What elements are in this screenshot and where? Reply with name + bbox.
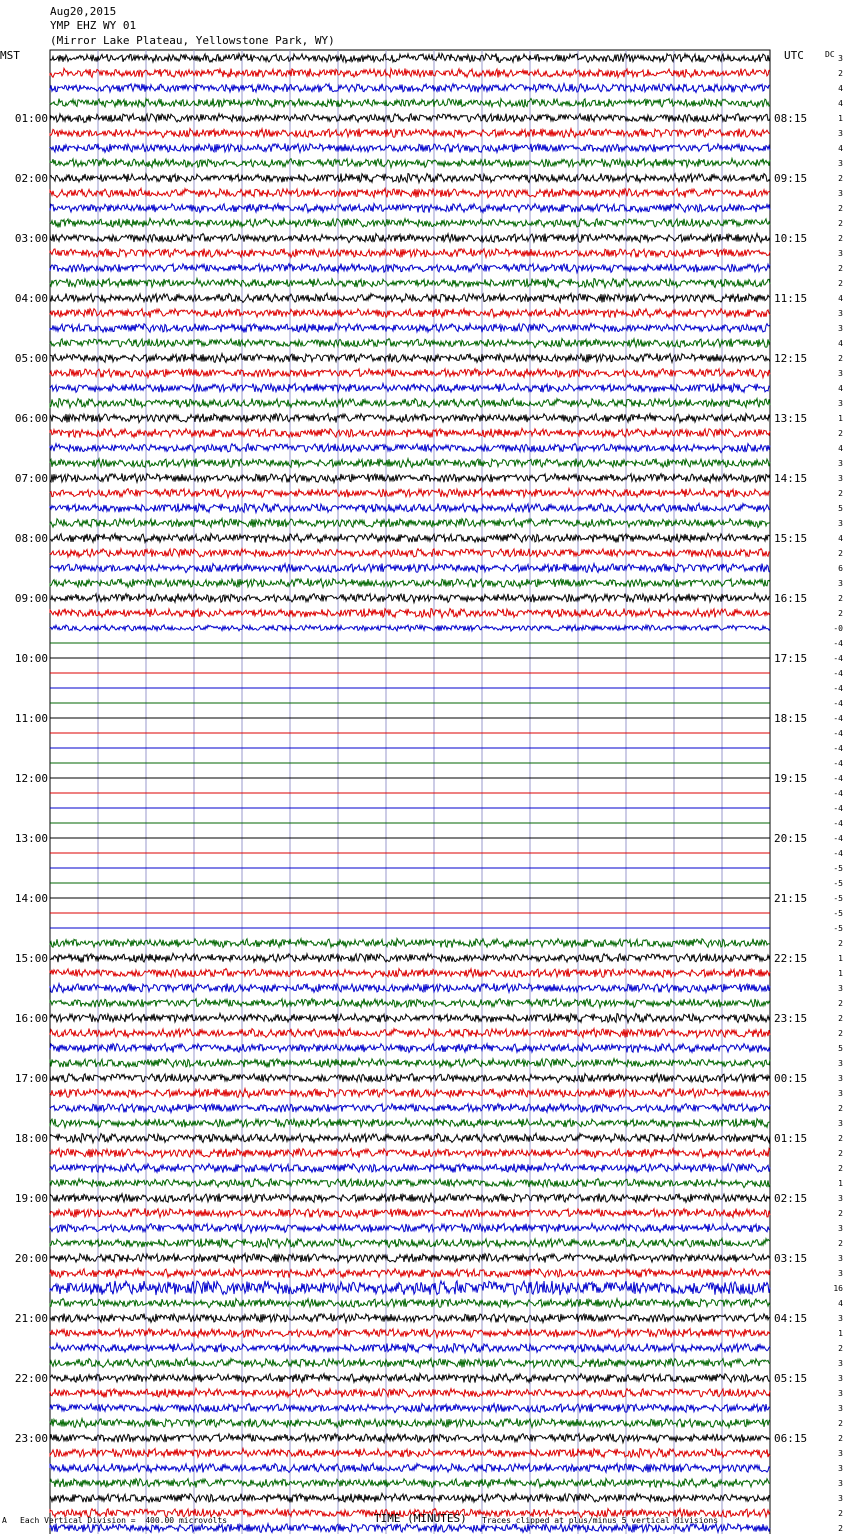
- dc-offset-label: 4: [838, 444, 843, 453]
- seismogram-trace: [50, 1479, 770, 1488]
- plot-frame: [50, 50, 770, 1534]
- seismogram-trace: [50, 1299, 770, 1308]
- utc-hour-label: 19:15: [774, 772, 808, 785]
- mst-hour-label: 08:00: [14, 532, 48, 545]
- dc-offset-label: 3: [838, 459, 843, 468]
- dc-offset-label: -5: [833, 864, 843, 873]
- dc-offset-label: 1: [838, 954, 843, 963]
- x-axis-title: TIME (MINUTES): [374, 1512, 467, 1525]
- dc-offset-label: -4: [833, 654, 843, 663]
- dc-offset-label: -4: [833, 834, 843, 843]
- dc-offset-label: -4: [833, 759, 843, 768]
- seismogram-trace: [50, 218, 770, 227]
- dc-offset-label: 1: [838, 1179, 843, 1188]
- dc-offset-label: 2: [838, 1209, 843, 1218]
- dc-offset-label: 1: [838, 969, 843, 978]
- utc-hour-label: 15:15: [774, 532, 808, 545]
- dc-offset-label: 2: [838, 1014, 843, 1023]
- seismogram-trace: [50, 1088, 770, 1097]
- dc-offset-label: 2: [838, 1134, 843, 1143]
- dc-offset-label: 3: [838, 159, 843, 168]
- mst-hour-label: 22:00: [14, 1372, 48, 1385]
- dc-offset-label: 6: [838, 564, 843, 573]
- utc-hour-label: 02:15: [774, 1192, 808, 1205]
- seismogram-trace: [50, 969, 770, 978]
- dc-offset-label: 3: [838, 1374, 843, 1383]
- dc-offset-label: 4: [838, 339, 843, 348]
- footer-clip: Traces clipped at plus/minus 5 vertical divisions: [482, 1516, 719, 1525]
- dc-offset-label: 4: [838, 1299, 843, 1308]
- dc-offset-label: 2: [838, 1239, 843, 1248]
- seismogram-trace: [50, 1344, 770, 1353]
- dc-offset-label: 2: [838, 1344, 843, 1353]
- dc-offset-label: -4: [833, 669, 843, 678]
- seismogram-trace: [50, 1194, 770, 1203]
- seismogram-trace: [50, 1388, 770, 1397]
- mst-hour-label: 05:00: [14, 352, 48, 365]
- utc-hour-label: 12:15: [774, 352, 808, 365]
- seismogram-trace: [50, 1463, 770, 1472]
- dc-offset-label: -4: [833, 729, 843, 738]
- seismogram-trace: [50, 1374, 770, 1383]
- seismogram-trace: [50, 1358, 770, 1367]
- dc-offset-label: 16: [833, 1284, 843, 1293]
- seismogram-trace: [50, 339, 770, 348]
- dc-offset-label: 3: [838, 54, 843, 63]
- dc-offset-label: 3: [838, 474, 843, 483]
- seismogram-trace: [50, 1313, 770, 1322]
- dc-offset-label: 3: [838, 1089, 843, 1098]
- seismogram-trace: [50, 264, 770, 273]
- utc-hour-label: 20:15: [774, 832, 808, 845]
- dc-offset-label: 2: [838, 69, 843, 78]
- utc-hour-label: 14:15: [774, 472, 808, 485]
- seismogram-trace: [50, 1014, 770, 1023]
- dc-offset-label: 3: [838, 1449, 843, 1458]
- dc-offset-label: 3: [838, 1269, 843, 1278]
- utc-hour-label: 10:15: [774, 232, 808, 245]
- dc-offset-label: 3: [838, 129, 843, 138]
- seismogram-trace: [50, 414, 770, 423]
- dc-offset-label: 3: [838, 324, 843, 333]
- utc-hour-label: 23:15: [774, 1012, 808, 1025]
- dc-offset-label: 3: [838, 519, 843, 528]
- seismogram-trace: [50, 489, 770, 498]
- seismogram-trace: [50, 323, 770, 332]
- dc-offset-label: 4: [838, 144, 843, 153]
- plot-station: YMP EHZ WY 01: [50, 19, 137, 32]
- dc-offset-label: -4: [833, 684, 843, 693]
- mst-hour-label: 13:00: [14, 832, 48, 845]
- plot-date: Aug20,2015: [50, 5, 117, 18]
- seismogram-trace: [50, 188, 770, 197]
- dc-offset-label: 3: [838, 1059, 843, 1068]
- seismogram-trace: [50, 428, 770, 437]
- seismogram-trace: [50, 129, 770, 138]
- seismogram-trace: [50, 293, 770, 302]
- utc-hour-label: 04:15: [774, 1312, 808, 1325]
- dc-offset-label: -0: [833, 624, 843, 633]
- dc-offset-label: 3: [838, 369, 843, 378]
- dc-offset-label: 3: [838, 1119, 843, 1128]
- seismogram-trace: [50, 114, 770, 123]
- seismogram-trace: [50, 204, 770, 213]
- seismogram-trace: [50, 1133, 770, 1142]
- seismogram-trace: [50, 1493, 770, 1502]
- dc-offset-label: 1: [838, 1329, 843, 1338]
- mst-hour-label: 02:00: [14, 172, 48, 185]
- dc-offset-label: 2: [838, 429, 843, 438]
- seismogram-trace: [50, 159, 770, 168]
- seismogram-trace: [50, 1238, 770, 1247]
- dc-offset-label: 3: [838, 1194, 843, 1203]
- dc-offset-label: -4: [833, 789, 843, 798]
- dc-offset-label: 2: [838, 219, 843, 228]
- dc-offset-label: 2: [838, 174, 843, 183]
- dc-offset-label: 3: [838, 1254, 843, 1263]
- dc-offset-label: 2: [838, 1434, 843, 1443]
- dc-offset-label: 4: [838, 384, 843, 393]
- dc-offset-label: -4: [833, 849, 843, 858]
- seismogram-trace: [50, 1058, 770, 1067]
- seismogram-trace: [50, 309, 770, 318]
- seismogram-trace: [50, 1254, 770, 1263]
- seismogram-trace: [50, 1281, 770, 1295]
- seismogram-trace: [50, 533, 770, 542]
- utc-hour-label: 22:15: [774, 952, 808, 965]
- seismogram-trace: [50, 84, 770, 93]
- dc-offset-label: -4: [833, 744, 843, 753]
- dc-offset-label: 4: [838, 294, 843, 303]
- dc-offset-label: 3: [838, 1464, 843, 1473]
- seismogram-trace: [50, 1044, 770, 1053]
- dc-column-label: DC: [825, 50, 835, 59]
- dc-offset-label: 2: [838, 1029, 843, 1038]
- dc-offset-label: 3: [838, 249, 843, 258]
- seismogram-trace: [50, 174, 770, 183]
- utc-hour-label: 17:15: [774, 652, 808, 665]
- dc-offset-label: 3: [838, 579, 843, 588]
- mst-hour-label: 23:00: [14, 1432, 48, 1445]
- mst-hour-label: 10:00: [14, 652, 48, 665]
- dc-offset-label: 2: [838, 279, 843, 288]
- dc-offset-label: -5: [833, 894, 843, 903]
- seismogram-trace: [50, 1074, 770, 1083]
- mst-hour-label: 01:00: [14, 112, 48, 125]
- seismogram-trace: [50, 444, 770, 453]
- seismogram-trace: [50, 459, 770, 468]
- mst-hour-label: 06:00: [14, 412, 48, 425]
- dc-offset-label: 2: [838, 1524, 843, 1533]
- dc-offset-label: 2: [838, 1149, 843, 1158]
- dc-offset-label: 1: [838, 414, 843, 423]
- seismogram-trace: [50, 1329, 770, 1338]
- dc-offset-label: 3: [838, 1314, 843, 1323]
- utc-hour-label: 09:15: [774, 172, 808, 185]
- dc-offset-label: 3: [838, 399, 843, 408]
- dc-offset-label: 4: [838, 534, 843, 543]
- seismogram-trace: [50, 54, 770, 63]
- utc-hour-label: 01:15: [774, 1132, 808, 1145]
- dc-offset-label: 2: [838, 1419, 843, 1428]
- seismogram-trace: [50, 999, 770, 1008]
- seismogram-trace: [50, 1418, 770, 1427]
- dc-offset-label: 4: [838, 84, 843, 93]
- dc-offset-label: -5: [833, 909, 843, 918]
- plot-location: (Mirror Lake Plateau, Yellowstone Park, WY): [50, 34, 335, 47]
- dc-offset-label: 2: [838, 549, 843, 558]
- dc-offset-label: 3: [838, 1359, 843, 1368]
- mst-hour-label: 16:00: [14, 1012, 48, 1025]
- seismogram-trace: [50, 609, 770, 618]
- mst-hour-label: 12:00: [14, 772, 48, 785]
- seismogram-trace: [50, 939, 770, 948]
- utc-hour-label: 21:15: [774, 892, 808, 905]
- mst-hour-label: 19:00: [14, 1192, 48, 1205]
- seismogram-trace: [50, 594, 770, 603]
- seismogram-trace: [50, 99, 770, 108]
- dc-offset-label: -4: [833, 699, 843, 708]
- utc-hour-label: 06:15: [774, 1432, 808, 1445]
- seismogram-trace: [50, 1208, 770, 1217]
- seismogram-trace: [50, 384, 770, 393]
- mst-hour-label: 14:00: [14, 892, 48, 905]
- mst-hour-label: 11:00: [14, 712, 48, 725]
- utc-hour-label: 00:15: [774, 1072, 808, 1085]
- seismogram-trace: [50, 248, 770, 257]
- dc-offset-label: 2: [838, 204, 843, 213]
- dc-offset-label: 3: [838, 1494, 843, 1503]
- seismogram-trace: [50, 578, 770, 587]
- seismogram-trace: [50, 503, 770, 512]
- seismogram-trace: [50, 564, 770, 573]
- seismogram-trace: [50, 1179, 770, 1188]
- seismogram-trace: [50, 953, 770, 962]
- dc-offset-label: 5: [838, 1044, 843, 1053]
- utc-axis-label: UTC: [784, 49, 804, 62]
- seismogram-trace: [50, 473, 770, 482]
- dc-offset-label: -4: [833, 804, 843, 813]
- seismogram-trace: [50, 1404, 770, 1413]
- seismogram-trace: [50, 983, 770, 992]
- utc-hour-label: 05:15: [774, 1372, 808, 1385]
- dc-offset-label: 3: [838, 1389, 843, 1398]
- dc-offset-label: 2: [838, 264, 843, 273]
- seismogram-trace: [50, 398, 770, 407]
- seismogram-trace: [50, 1149, 770, 1158]
- mst-hour-label: 04:00: [14, 292, 48, 305]
- seismogram-trace: [50, 1028, 770, 1037]
- seismogram-trace: [50, 1224, 770, 1233]
- utc-hour-label: 16:15: [774, 592, 808, 605]
- utc-hour-label: 11:15: [774, 292, 808, 305]
- dc-offset-label: 2: [838, 939, 843, 948]
- seismogram-trace: [50, 279, 770, 288]
- utc-hour-label: 08:15: [774, 112, 808, 125]
- dc-offset-label: -4: [833, 819, 843, 828]
- seismogram-trace: [50, 1104, 770, 1113]
- dc-offset-label: 2: [838, 594, 843, 603]
- dc-offset-label: -4: [833, 714, 843, 723]
- seismogram-trace: [50, 1434, 770, 1443]
- seismogram-trace: [50, 625, 770, 631]
- seismogram-trace: [50, 549, 770, 558]
- utc-hour-label: 18:15: [774, 712, 808, 725]
- seismogram-trace: [50, 1268, 770, 1277]
- dc-offset-label: 1: [838, 114, 843, 123]
- dc-offset-label: 3: [838, 309, 843, 318]
- utc-hour-label: 13:15: [774, 412, 808, 425]
- dc-offset-label: 3: [838, 1224, 843, 1233]
- seismogram-trace: [50, 1119, 770, 1128]
- mst-hour-label: 07:00: [14, 472, 48, 485]
- mst-hour-label: 09:00: [14, 592, 48, 605]
- footer-scale: Each Vertical Division = 400.00 microvolts: [20, 1516, 228, 1525]
- seismogram-trace: [50, 369, 770, 378]
- utc-hour-label: 03:15: [774, 1252, 808, 1265]
- seismogram-trace: [50, 1163, 770, 1172]
- mst-hour-label: 03:00: [14, 232, 48, 245]
- dc-offset-label: -5: [833, 924, 843, 933]
- dc-offset-label: 3: [838, 1404, 843, 1413]
- dc-offset-label: 2: [838, 609, 843, 618]
- dc-offset-label: 2: [838, 999, 843, 1008]
- seismogram-trace: [50, 143, 770, 152]
- seismogram-trace: [50, 1449, 770, 1458]
- dc-offset-label: -5: [833, 879, 843, 888]
- dc-offset-label: 2: [838, 354, 843, 363]
- dc-offset-label: 2: [838, 234, 843, 243]
- dc-offset-label: 3: [838, 1479, 843, 1488]
- mst-hour-label: 20:00: [14, 1252, 48, 1265]
- dc-offset-label: 2: [838, 1509, 843, 1518]
- seismogram-trace: [50, 68, 770, 77]
- dc-offset-label: -4: [833, 639, 843, 648]
- dc-offset-label: 5: [838, 504, 843, 513]
- dc-offset-label: 3: [838, 1074, 843, 1083]
- mst-hour-label: 21:00: [14, 1312, 48, 1325]
- dc-offset-label: 2: [838, 1104, 843, 1113]
- dc-offset-label: 2: [838, 489, 843, 498]
- dc-offset-label: -4: [833, 774, 843, 783]
- mst-axis-label: MST: [0, 49, 20, 62]
- dc-offset-label: 4: [838, 99, 843, 108]
- seismogram-trace: [50, 234, 770, 243]
- mst-hour-label: 18:00: [14, 1132, 48, 1145]
- dc-offset-label: 2: [838, 1164, 843, 1173]
- mst-hour-label: 15:00: [14, 952, 48, 965]
- dc-offset-label: 3: [838, 189, 843, 198]
- mst-hour-label: 17:00: [14, 1072, 48, 1085]
- seismogram-trace: [50, 353, 770, 362]
- footer-mark: A: [2, 1516, 7, 1525]
- dc-offset-label: 3: [838, 984, 843, 993]
- seismogram-trace: [50, 519, 770, 528]
